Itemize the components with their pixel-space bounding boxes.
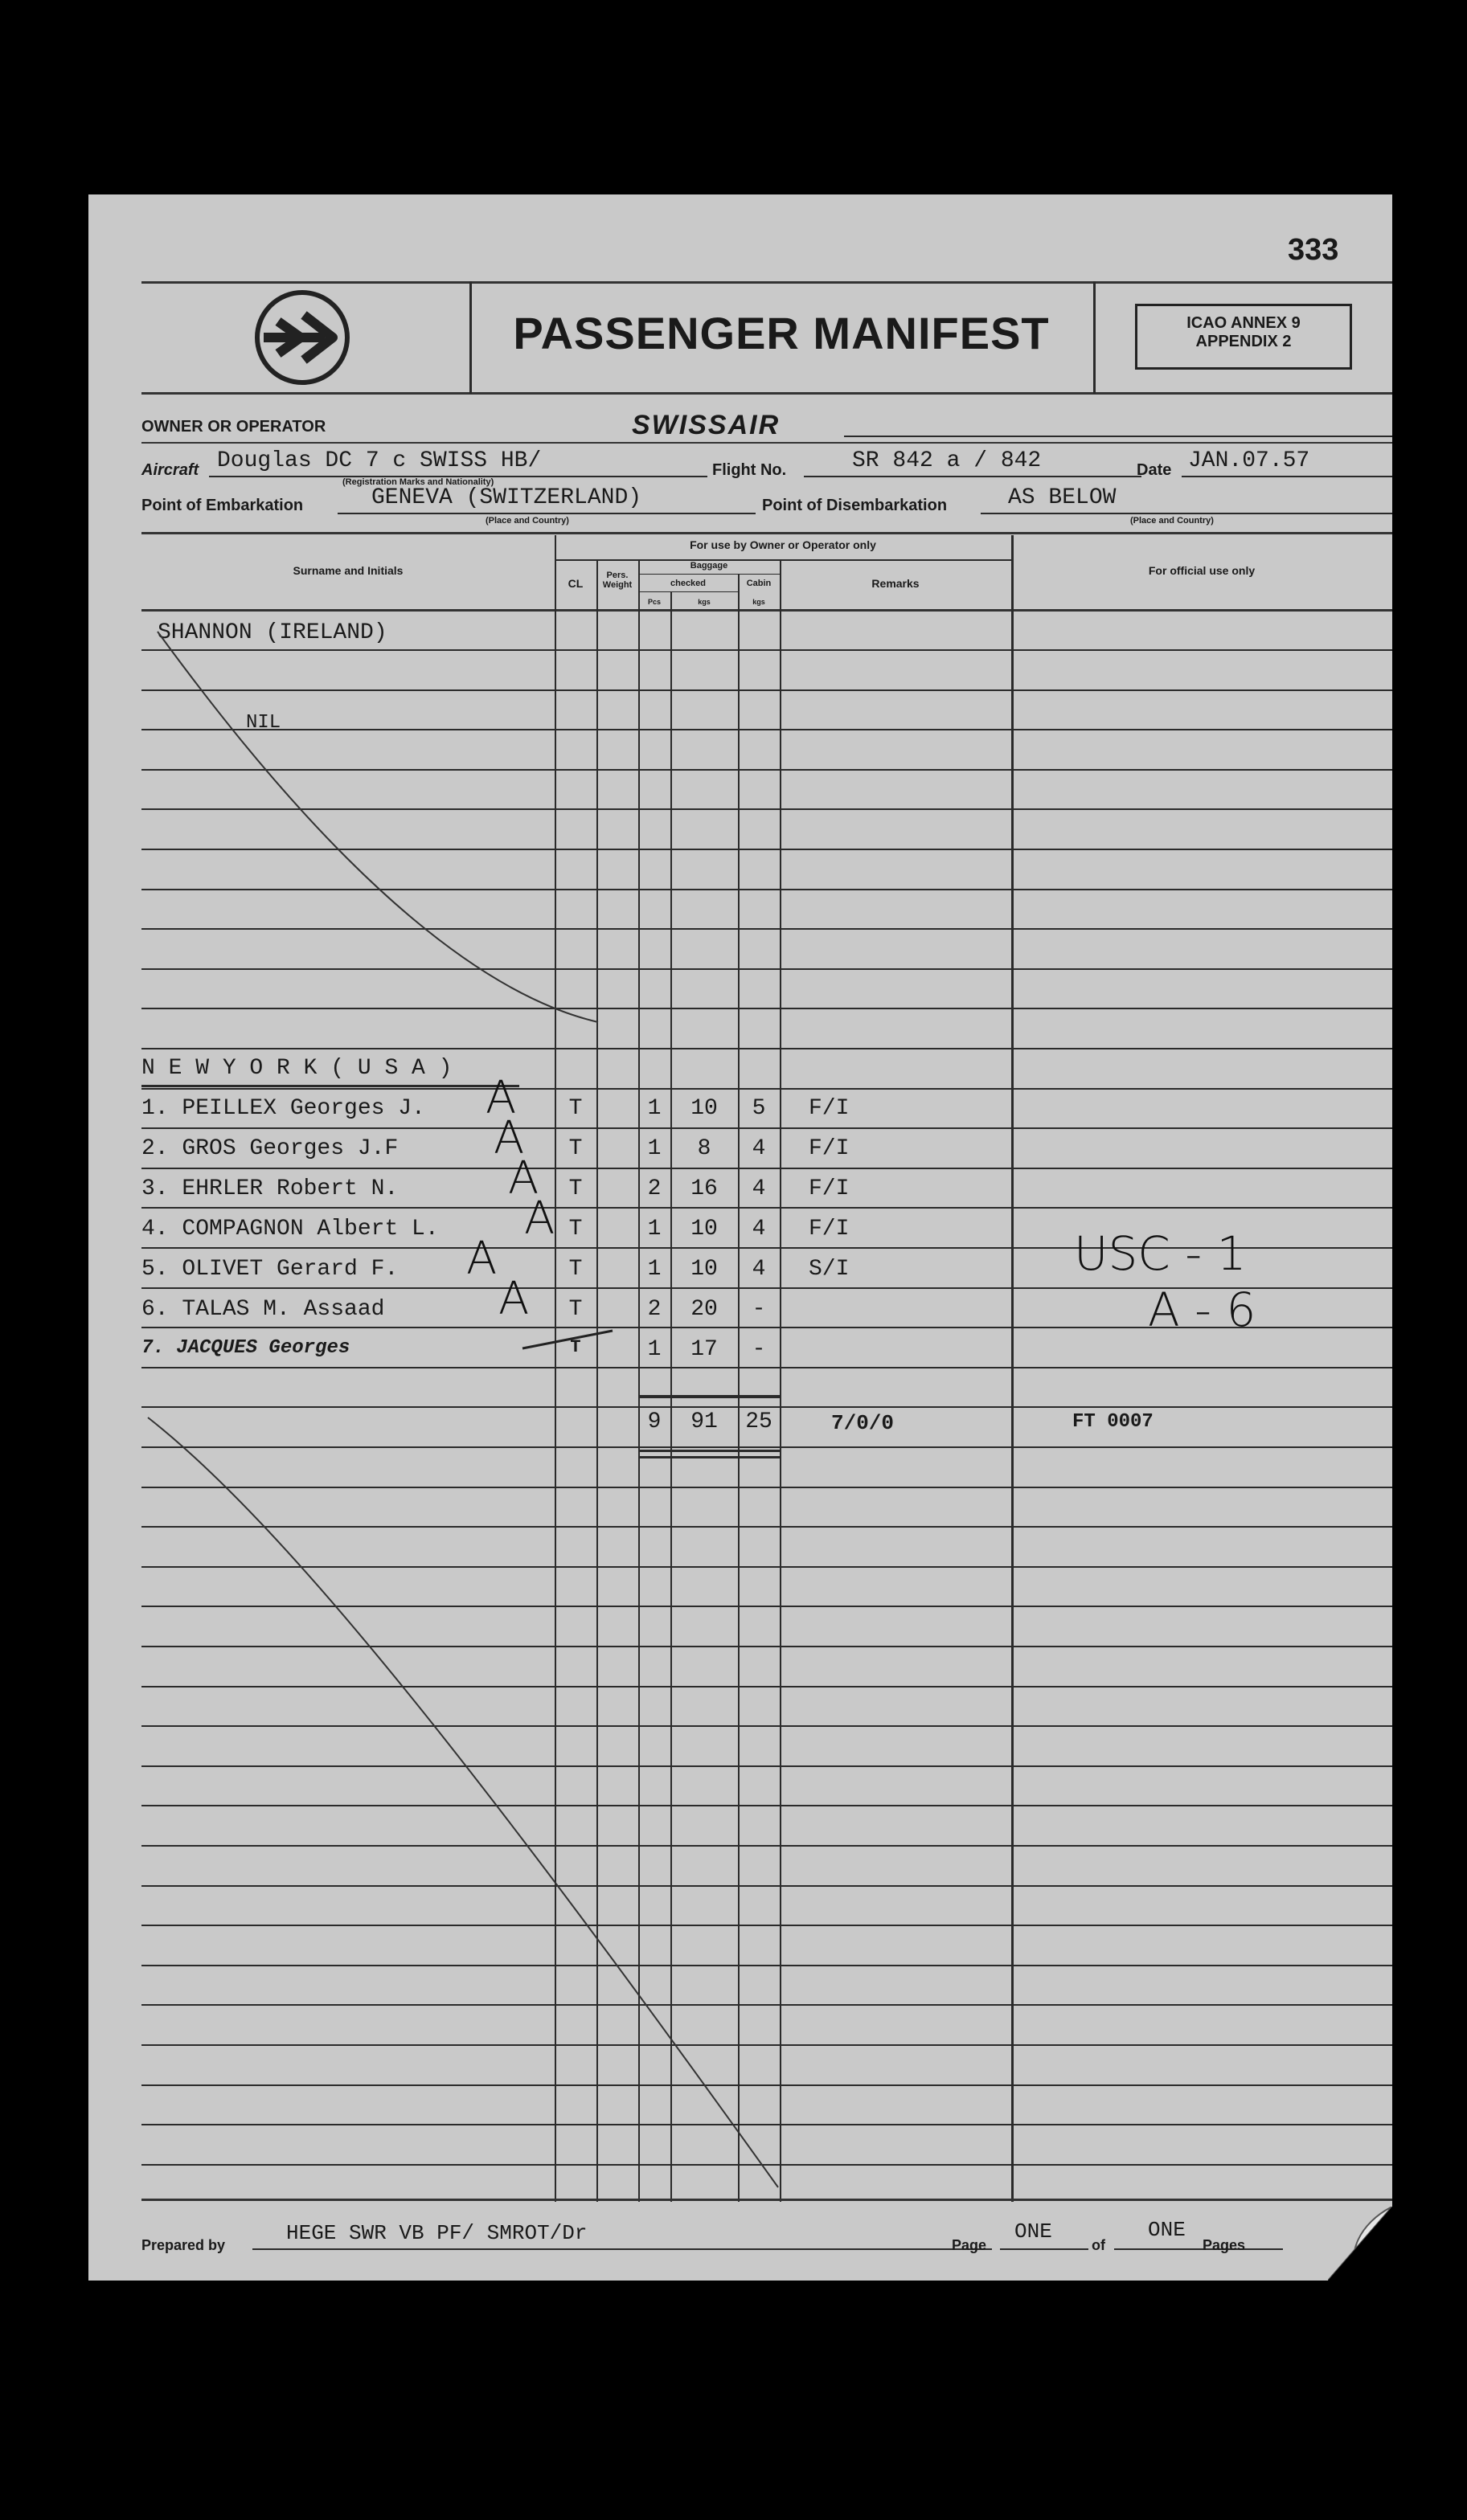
- embark-value: GENEVA (SWITZERLAND): [371, 485, 642, 510]
- page-number: 333: [1288, 233, 1339, 267]
- owner-label: OWNER OR OPERATOR: [141, 418, 326, 436]
- handwritten-mark: A: [466, 1233, 498, 1285]
- passenger-cabin: -: [752, 1297, 766, 1322]
- passenger-cabin: -: [752, 1337, 766, 1362]
- of-value: ONE: [1148, 2218, 1186, 2242]
- flight-value: SR 842 a / 842: [852, 448, 1042, 473]
- passenger-pieces: 2: [647, 1176, 662, 1201]
- col-surname: Surname and Initials: [293, 564, 404, 577]
- disembark-value: AS BELOW: [1008, 485, 1117, 510]
- passenger-class: T: [570, 1337, 581, 1357]
- passenger-cabin: 4: [752, 1257, 766, 1282]
- passenger-cabin: 5: [752, 1096, 766, 1121]
- passenger-class: T: [568, 1217, 583, 1242]
- passenger-remarks: F/I: [809, 1176, 850, 1201]
- passenger-kgs: 8: [697, 1136, 711, 1161]
- date-label: Date: [1137, 461, 1172, 479]
- passenger-name: 7. JACQUES Georges: [141, 1337, 350, 1359]
- passenger-class: T: [568, 1297, 583, 1322]
- passenger-pieces: 1: [647, 1136, 662, 1161]
- flight-label: Flight No.: [712, 461, 787, 479]
- col-checked: checked: [670, 579, 707, 588]
- passenger-name: 5. OLIVET Gerard F.: [141, 1257, 399, 1282]
- passenger-name: 2. GROS Georges J.F: [141, 1136, 399, 1161]
- col-pers-weight: Pers. Weight: [602, 571, 633, 590]
- col-owner-use: For use by Owner or Operator only: [690, 538, 876, 551]
- section-note-nil: NIL: [246, 712, 281, 734]
- page-title: PASSENGER MANIFEST: [513, 308, 1050, 358]
- page-value: ONE: [1014, 2219, 1052, 2244]
- total-remarks: 7/0/0: [831, 1411, 895, 1435]
- col-remarks: Remarks: [871, 577, 920, 590]
- date-value: JAN.07.57: [1188, 448, 1310, 473]
- passenger-cabin: 4: [752, 1217, 766, 1242]
- passenger-name: 6. TALAS M. Assaad: [141, 1297, 385, 1322]
- passenger-remarks: F/I: [809, 1096, 850, 1121]
- manifest-sheet: [88, 194, 1392, 2281]
- col-cl: CL: [568, 577, 584, 590]
- annex-line-2: APPENDIX 2: [1195, 333, 1292, 350]
- aircraft-label: Aircraft: [141, 461, 199, 479]
- passenger-kgs: 20: [690, 1297, 718, 1322]
- handwritten-mark: A: [524, 1192, 555, 1245]
- passenger-cabin: 4: [752, 1176, 766, 1201]
- passenger-cabin: 4: [752, 1136, 766, 1161]
- aircraft-sub: (Registration Marks and Nationality): [342, 477, 494, 487]
- passenger-pieces: 2: [647, 1297, 662, 1322]
- pages-label: Pages: [1203, 2237, 1246, 2253]
- passenger-name: 4. COMPAGNON Albert L.: [141, 1217, 439, 1242]
- passenger-class: T: [568, 1096, 583, 1121]
- handwritten-mark: A: [486, 1072, 517, 1124]
- passenger-kgs: 10: [690, 1217, 718, 1242]
- handwritten-mark: A: [508, 1152, 539, 1205]
- passenger-remarks: F/I: [809, 1136, 850, 1161]
- total-kgs: 91: [690, 1409, 718, 1434]
- passenger-remarks: F/I: [809, 1217, 850, 1242]
- col-cabin: Cabin: [746, 579, 772, 588]
- embark-label: Point of Embarkation: [141, 497, 304, 514]
- prepared-label: Prepared by: [141, 2237, 226, 2253]
- passenger-name: 1. PEILLEX Georges J.: [141, 1096, 425, 1121]
- passenger-class: T: [568, 1257, 583, 1282]
- official-note-2: A - 6: [1148, 1282, 1256, 1337]
- passenger-pieces: 1: [647, 1096, 662, 1121]
- page-curl: [1328, 2207, 1392, 2281]
- official-note-1: USC - 1: [1074, 1226, 1247, 1281]
- passenger-class: T: [568, 1176, 583, 1201]
- passenger-class: T: [568, 1136, 583, 1161]
- passenger-pieces: 1: [647, 1217, 662, 1242]
- official-code: FT 0007: [1072, 1411, 1154, 1433]
- handwritten-mark: A: [494, 1112, 525, 1164]
- section-heading-shannon: SHANNON (IRELAND): [158, 620, 387, 645]
- disembark-label: Point of Disembarkation: [762, 497, 948, 514]
- passenger-name: 3. EHRLER Robert N.: [141, 1176, 399, 1201]
- col-official: For official use only: [1148, 564, 1256, 577]
- total-cabin: 25: [745, 1409, 772, 1434]
- embark-sub: (Place and Country): [486, 516, 569, 526]
- passenger-kgs: 10: [690, 1096, 718, 1121]
- col-pieces: Pcs: [647, 598, 661, 606]
- prepared-value: HEGE SWR VB PF/ SMROT/Dr: [286, 2221, 588, 2245]
- col-cabin-kgs: kgs: [752, 598, 765, 606]
- col-kgs: kgs: [698, 598, 711, 606]
- annex-line-1: ICAO ANNEX 9: [1186, 314, 1301, 332]
- passenger-pieces: 1: [647, 1257, 662, 1282]
- passenger-pieces: 1: [647, 1337, 662, 1362]
- total-pieces: 9: [647, 1409, 662, 1434]
- section-heading-new-york: N E W Y O R K ( U S A ): [141, 1056, 453, 1081]
- col-baggage: Baggage: [690, 561, 728, 571]
- passenger-kgs: 17: [690, 1337, 718, 1362]
- page-label: Page: [952, 2237, 987, 2253]
- passenger-kgs: 16: [690, 1176, 718, 1201]
- passenger-kgs: 10: [690, 1257, 718, 1282]
- of-label: of: [1092, 2237, 1105, 2253]
- owner-value: SWISSAIR: [632, 410, 781, 440]
- handwritten-mark: A: [498, 1273, 530, 1325]
- disembark-sub: (Place and Country): [1130, 516, 1214, 526]
- aircraft-value: Douglas DC 7 c SWISS HB/: [217, 448, 542, 473]
- passenger-remarks: S/I: [809, 1257, 850, 1282]
